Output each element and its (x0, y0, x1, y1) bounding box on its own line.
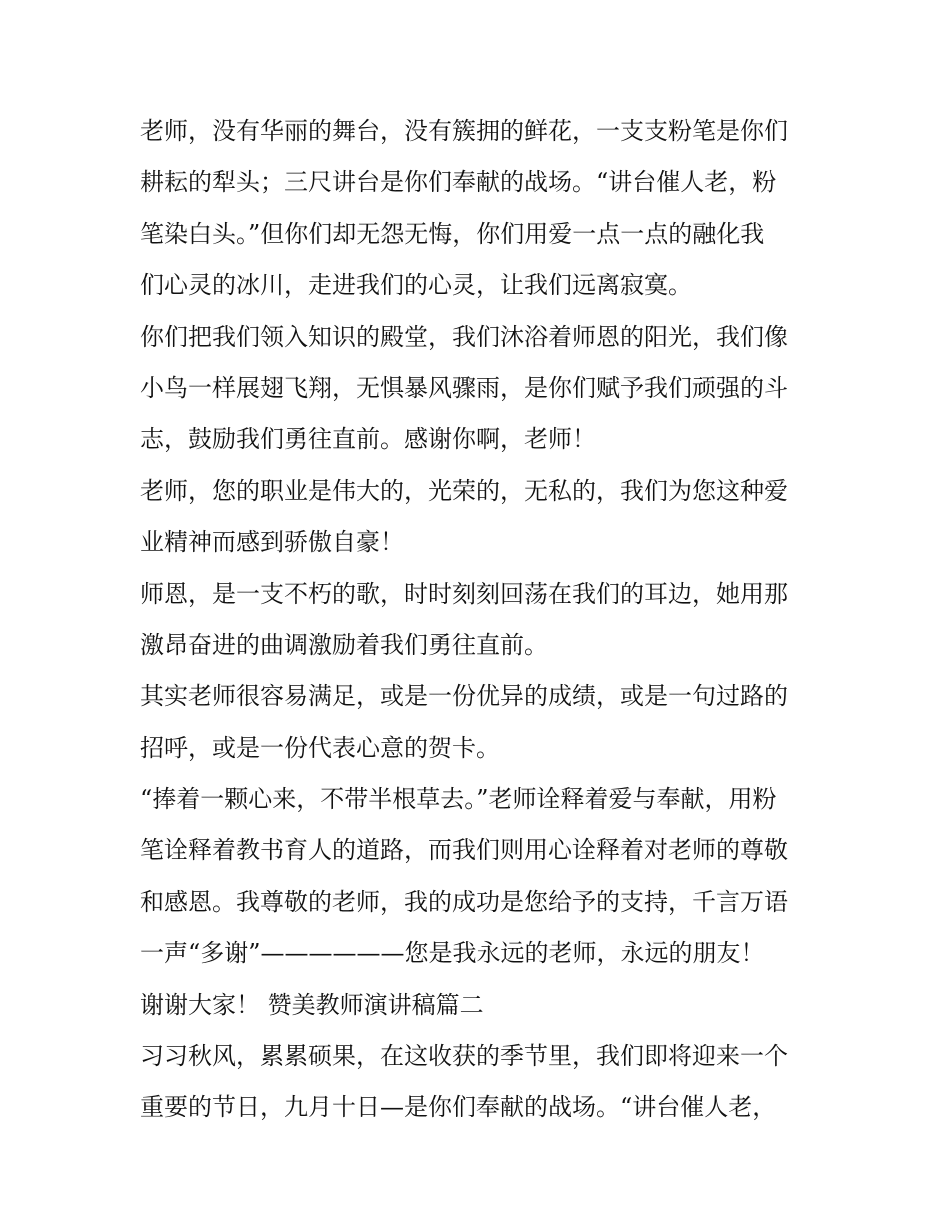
text-line: 你们把我们领入知识的殿堂，我们沐浴着师恩的阳光，我们像 (140, 322, 788, 351)
text-line: 志，鼓励我们勇往直前。感谢你啊，老师！ (140, 425, 596, 454)
text-line: 老师，您的职业是伟大的，光荣的，无私的，我们为您这种爱 (140, 476, 788, 505)
text-line: 习习秋风，累累硕果，在这收获的季节里，我们即将迎来一个 (140, 1042, 788, 1071)
text-line: 笔诠释着教书育人的道路，而我们则用心诠释着对老师的尊敬 (140, 836, 788, 865)
text-line: 和感恩。我尊敬的老师，我的成功是您给予的支持，千言万语 (140, 887, 788, 916)
text-line: 激昂奋进的曲调激励着我们勇往直前。 (140, 630, 548, 659)
text-line: “捧着一颗心来，不带半根草去。”老师诠释着爱与奉献，用粉 (140, 785, 777, 814)
text-line: 们心灵的冰川，走进我们的心灵，让我们远离寂寞。 (140, 271, 692, 300)
text-line: 重要的节日，九月十日—是你们奉献的战场。“讲台催人老， (140, 1093, 777, 1122)
text-line: 业精神而感到骄傲自豪！ (140, 528, 404, 557)
text-line: 老师，没有华丽的舞台，没有簇拥的鲜花，一支支粉笔是你们 (140, 117, 788, 145)
text-line: 笔染白头。”但你们却无怨无悔，你们用爱一点一点的融化我 (140, 219, 765, 248)
text-line: 其实老师很容易满足，或是一份优异的成绩，或是一句过路的 (140, 682, 788, 711)
text-line: 一声“多谢”——————您是我永远的老师，永远的朋友！ (140, 939, 765, 968)
text-line: 师恩，是一支不朽的歌，时时刻刻回荡在我们的耳边，她用那 (140, 579, 788, 608)
text-line: 招呼，或是一份代表心意的贺卡。 (140, 733, 500, 762)
text-line: 耕耘的犁头；三尺讲台是你们奉献的战场。“讲台催人老，粉 (140, 168, 777, 197)
document-body (140, 106, 820, 1134)
text-line: 小鸟一样展翅飞翔，无惧暴风骤雨，是你们赋予我们顽强的斗 (140, 373, 788, 402)
section-heading-line: 谢谢大家！ 赞美教师演讲稿篇二 (140, 990, 484, 1019)
